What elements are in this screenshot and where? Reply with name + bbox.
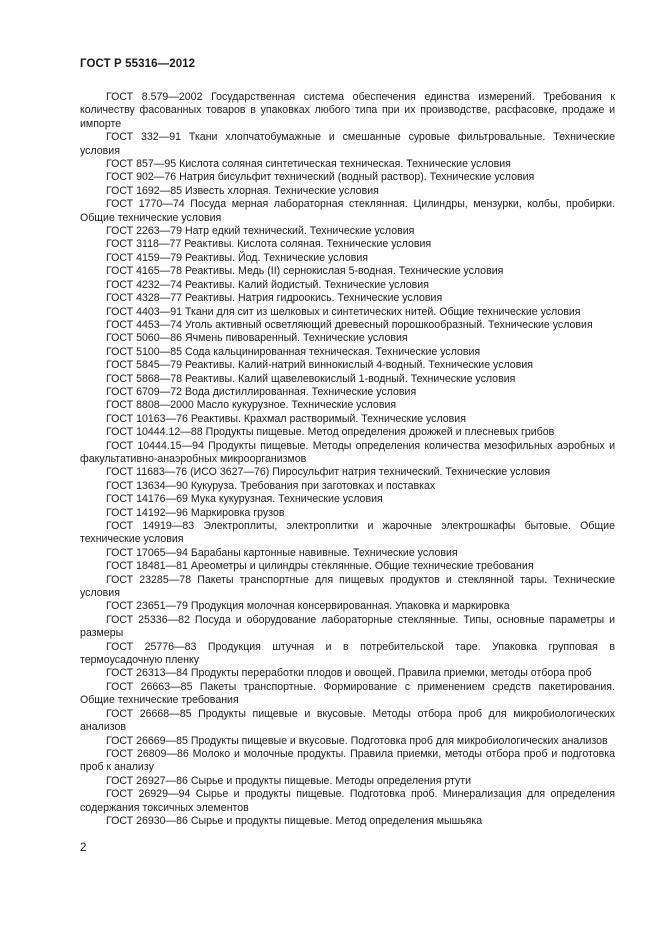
reference-item: ГОСТ 10444.12—88 Продукты пищевые. Метод определения дрожжей и плесневых грибов [106,426,555,439]
reference-item: ГОСТ 10163—76 Реактивы. Крахмал растворимый. Технические условия [106,412,466,425]
reference-item: ГОСТ 5845—79 Реактивы. Калий-натрий виннокислый 4-водный. Технические условия [106,359,533,372]
reference-item: ГОСТ 17065—94 Барабаны картонные навивные. Технические условия [106,546,458,559]
reference-item: ГОСТ 4232—74 Реактивы. Калий йодистый. Технические условия [106,278,429,291]
reference-item: ГОСТ 332—91 Ткани хлопчатобумажные и смешанные суровые фильтровальные. Технические условия [80,131,615,157]
reference-item: ГОСТ 3118—77 Реактивы. Кислота соляная. Технические условия [106,238,432,251]
reference-item: ГОСТ 10444.15—94 Продукты пищевые. Методы определения количества мезофильных аэробных и факультативно-анаэробных микроорганизмов [80,439,615,465]
reference-item: ГОСТ 8808—2000 Масло кукурузное. Технические условия [106,399,397,412]
reference-item: ГОСТ 5060—86 Ячмень пивоваренный. Технические условия [106,332,408,345]
reference-item: ГОСТ 26313—84 Продукты переработки плодов и овощей. Правила приемки, методы отбора проб [106,667,592,680]
reference-item: ГОСТ 5100—85 Сода кальцинированная техническая. Технические условия [106,345,481,358]
reference-item: ГОСТ 4165—78 Реактивы. Медь (II) сернокислая 5-водная. Технические условия [106,265,504,278]
reference-item: ГОСТ 26669—85 Продукты пищевые и вкусовые. Подготовка проб для микробиологических анализов [106,734,608,747]
reference-item: ГОСТ 14192—96 Маркировка грузов [106,506,285,519]
reference-item: ГОСТ 1692—85 Известь хлорная. Технические условия [106,184,379,197]
reference-item: ГОСТ 6709—72 Вода дистиллированная. Технические условия [106,385,417,398]
reference-item: ГОСТ 18481—81 Ареометры и цилиндры стеклянные. Общие технические требования [106,560,534,573]
reference-item: ГОСТ 857—95 Кислота соляная синтетическая техническая. Технические условия [106,158,511,171]
reference-item: ГОСТ 4453—74 Уголь активный осветляющий древесный порошкообразный. Технические условия [106,318,593,331]
reference-item: ГОСТ 26929—94 Сырье и продукты пищевые. Подготовка проб. Минерализация для определения содержания токсичных элементов [80,788,615,814]
reference-item: ГОСТ 26930—86 Сырье и продукты пищевые. Метод определения мышьяка [106,814,483,827]
reference-item: ГОСТ 4403—91 Ткани для сит из шелковых и синтетических нитей. Общие технические условия [106,305,581,318]
reference-item: ГОСТ 26809—86 Молоко и молочные продукты. Правила приемки, методы отбора проб и подготовка проб к анализу [80,747,615,774]
reference-item: ГОСТ 902—76 Натрия бисульфит технический (водный раствор). Технические условия [106,171,535,184]
reference-item: ГОСТ 26668—85 Продукты пищевые и вкусовые. Методы отбора проб для микробиологических анализов [80,707,615,734]
reference-item: ГОСТ 11683—76 (ИСО 3627—76) Пиросульфит натрия технический. Технические условия [106,466,551,479]
reference-item: ГОСТ 26663—85 Пакеты транспортные. Формирование с применением средств пакетирования. Общие технические требования [80,680,615,707]
reference-item: ГОСТ 23651—79 Продукция молочная консервированная. Упаковка и маркировка [106,600,510,613]
reference-item: ГОСТ 4328—77 Реактивы. Натрия гидроокись. Технические условия [106,292,443,305]
reference-item: ГОСТ 25776—83 Продукция штучная и в потребительской таре. Упаковка групповая в термоусадочную пленку [80,640,615,667]
reference-item: ГОСТ 25336—82 Посуда и оборудование лабораторные стеклянные. Типы, основные параметры и размеры [80,613,615,640]
reference-item: ГОСТ 8.579—2002 Государственная система обеспечения единства измерений. Требования к количеству фасованных товаров в упаковках любого типа при их производстве, расфасовке, продаже и импорте [80,91,615,130]
reference-item: ГОСТ 13634—90 Кукуруза. Требования при заготовках и поставках [106,479,436,492]
reference-item: ГОСТ 23285—78 Пакеты транспортные для пищевых продуктов и стеклянной тары. Технические условия [80,573,615,600]
reference-item: ГОСТ 4159—79 Реактивы. Йод. Технические условия [106,251,369,264]
reference-item: ГОСТ 26927—86 Сырье и продукты пищевые. Методы определения ртути [106,774,472,787]
reference-item: ГОСТ 1770—74 Посуда мерная лабораторная стеклянная. Цилиндры, мензурки, колбы, пробирки. Общие технические условия [80,198,615,224]
normative-references-list [80,91,615,828]
reference-item: ГОСТ 14919—83 Электроплиты, электроплитки и жарочные электрошкафы бытовые. Общие технические условия [80,520,615,546]
reference-item: ГОСТ 5868—78 Реактивы. Калий щавелевокислый 1-водный. Технические условия [106,372,516,385]
page-number: 2 [80,842,87,854]
reference-item: ГОСТ 14176—69 Мука кукурузная. Технические условия [106,493,383,506]
document-header: ГОСТ Р 55316—2012 [80,58,196,70]
reference-item: ГОСТ 2263—79 Натр едкий технический. Технические условия [106,225,415,238]
